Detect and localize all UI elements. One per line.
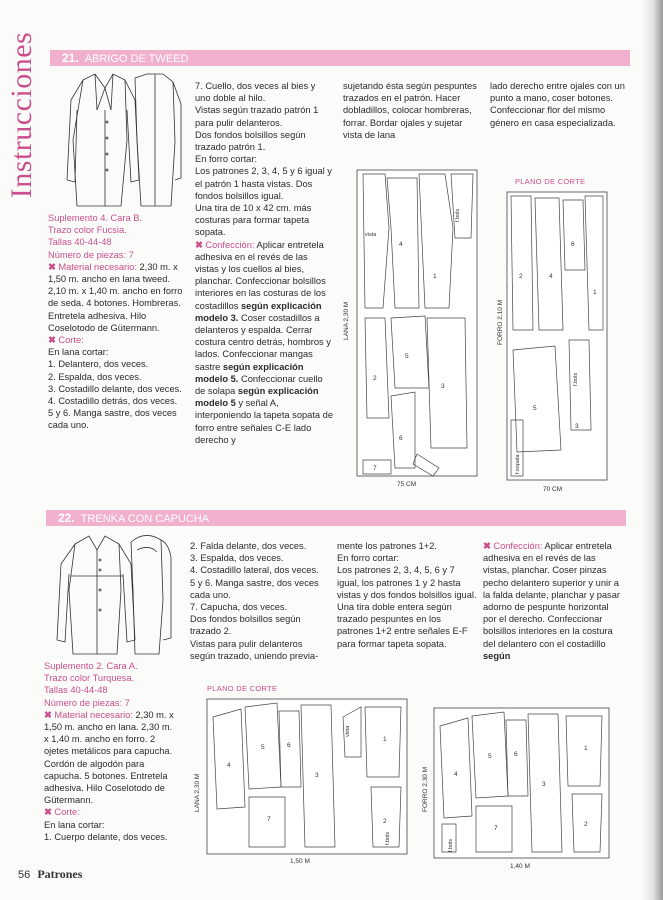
svg-text:7: 7 [494, 825, 498, 832]
page-number: 56 [18, 869, 31, 881]
svg-text:1: 1 [383, 736, 387, 743]
section-21-col2: 7. Cuello, dos veces al bies y uno doble al hilo. Vistas según trazado patrón 1 para pulir delanteros. Dos fondos bolsillos según trazado patrón 1. En forro cortar: Los patrones 2, 3, 4, 5 y 6 igual y el patrón 1 hasta vistas. Dos fondos bolsillos igual. Una tira de 10 x 42 cm. más costuras para formar tapeta sopata. ✖ Confección: Aplicar entretela adhesiva en el revés de las vistas y los cuellos al bies, planchar. Confeccionar bolsillos interiores en las costuras de los costadillos según explicación modelo 3. Coser costadillos a delanteros y espalda. Cerrar costura centro detrás, hombros y lados. Confeccionar mangas sastre según explicación modelo 5. Confeccionar cuello de solapa según explicación modelo 5 y señal A, interponiendo la tapeta sopata de forro entre señales C-E lado derecho y [195, 81, 334, 445]
svg-text:1: 1 [433, 273, 437, 280]
page-footer [18, 867, 82, 882]
section-22-col4: ✖ Confección: Aplicar entretela adhesiva en el revés de las vistas, planchar. Coser pinzas pecho delantero superior y unir a la falda delante, planchar y pasar adorno de pespunte horizontal por el derecho. Confeccionar bolsillos interiores en la costura del delantero con el costadillo según [483, 541, 620, 661]
svg-text:4: 4 [454, 771, 458, 778]
svg-text:7: 7 [267, 816, 271, 823]
svg-text:5: 5 [405, 353, 409, 360]
svg-text:3: 3 [315, 772, 319, 779]
section-21-banner: 21. ABRIGO DE TWEED [50, 50, 630, 66]
pattern-layout-21-forro [505, 190, 610, 485]
plano-de-corte-21: PLANO DE CORTE [515, 177, 586, 186]
forro-width-21: 70 CM [543, 486, 563, 493]
coat-sketch-21 [55, 70, 185, 210]
svg-text:2: 2 [584, 821, 588, 828]
svg-text:2: 2 [519, 273, 523, 280]
lana-width-22: 1,50 M [290, 858, 310, 865]
plano-de-corte-22: PLANO DE CORTE [207, 684, 278, 693]
forro-dim-22: FORRO 2,30 M [422, 766, 429, 812]
svg-text:vista: vista [345, 725, 351, 737]
pattern-layout-22-lana [205, 697, 410, 857]
svg-text:f.bols: f.bols [385, 831, 391, 845]
forro-width-22: 1,40 M [510, 863, 530, 870]
svg-text:3: 3 [441, 383, 445, 390]
svg-text:3: 3 [575, 423, 579, 430]
pattern-layout-21-lana [355, 168, 480, 480]
forro-dim-21: FORRO 2,10 M [497, 299, 504, 345]
svg-text:2: 2 [373, 375, 377, 382]
svg-text:vista: vista [365, 232, 377, 238]
svg-text:f.sopata: f.sopata [515, 454, 521, 474]
section-21-col1: Suplemento 4. Cara B. Trazo color Fucsia. Tallas 40-44-48 Número de piezas: 7 ✖ Material necesario: 2,30 m. x 1,50 m. ancho en lana tweed. 2,10 m. x 1,40 m. ancho en forro de seda. 4 botones. Hombreras. Entretela adhesiva. Hilo Coselotodo de Gütermann. ✖ Corte: En lana cortar: 1. Delantero, dos veces. 2. Espalda, dos veces. 3. Costadillo delante, dos veces. 4. Costadillo detrás, dos veces. 5 y 6. Manga sastre, dos veces cada uno. [48, 213, 183, 431]
svg-text:1: 1 [584, 745, 588, 752]
section-22-banner: 22. TRENKA CON CAPUCHA [46, 510, 626, 526]
lana-dim-21: LANA 2,30 M [343, 301, 350, 340]
svg-text:5: 5 [533, 405, 537, 412]
svg-text:f.bols: f.bols [573, 372, 579, 386]
svg-text:6: 6 [287, 742, 291, 749]
svg-text:7: 7 [373, 465, 377, 472]
svg-text:4: 4 [549, 273, 553, 280]
section-21-col3: sujetando ésta según pespuntes trazados en el patrón. Hacer dobladillos, colocar hombreras, forrar. Bordar ojales y sujetar vista de lana [343, 81, 477, 140]
pattern-layout-22-forro [432, 706, 612, 861]
side-title: Instrucciones [5, 31, 38, 199]
section-22-col2: 2. Falda delante, dos veces. 3. Espalda, dos veces. 4. Costadillo lateral, dos veces. 5 y 6. Manga sastre, dos veces cada uno. 7. Capucha, dos veces. Dos fondos bolsillos según trazado 2. Vistas para pulir delanteros según trazado, uniendo previa- [190, 541, 319, 661]
page-fold-shadow [641, 0, 663, 900]
brand-logo: Patrones [37, 867, 83, 881]
svg-text:1: 1 [593, 289, 597, 296]
svg-text:f.bols: f.bols [455, 208, 461, 222]
lana-dim-22: LANA 2,30 M [194, 773, 201, 812]
svg-text:3: 3 [542, 781, 546, 788]
svg-text:2: 2 [383, 818, 387, 825]
svg-text:4: 4 [227, 762, 231, 769]
svg-text:6: 6 [399, 435, 403, 442]
section-22-col1: Suplemento 2. Cara A. Trazo color Turquesa. Tallas 40-44-48 Número de piezas: 7 ✖ Material necesario: 2,30 m. x 1,50 m. ancho en lana. 2,30 m. x 1,40 m. ancho en forro. 2 ojetes metálicos para capucha. Cordón de algodón para capucha. 5 botones. Entretela adhesiva. Hilo Coselotodo de Gütermann. ✖ Corte: En lana cortar: 1. Cuerpo delante, dos veces. [44, 661, 174, 842]
svg-text:f.bols: f.bols [448, 838, 454, 852]
svg-text:4: 4 [399, 241, 403, 248]
section-22-col3: mente los patrones 1+2. En forro cortar: Los patrones 2, 3, 4, 5, 6 y 7 igual, los patrones 1 y 2 hasta vistas y dos fondos bolsillos igual. Una tira doble entera según trazado pespuntes en los patrones 1+2 entre señales E-F para formar tapeta sopata. [337, 541, 477, 649]
svg-text:5: 5 [488, 753, 492, 760]
svg-text:5: 5 [261, 744, 265, 751]
svg-text:6: 6 [514, 751, 518, 758]
svg-text:6: 6 [571, 241, 575, 248]
section-21-col4: lado derecho entre ojales con un punto a mano, coser botones. Confeccionar flor del mismo género en casa especializada. [490, 81, 625, 128]
trenka-sketch-22 [45, 530, 180, 658]
lana-width-21: 75 CM [397, 481, 417, 488]
